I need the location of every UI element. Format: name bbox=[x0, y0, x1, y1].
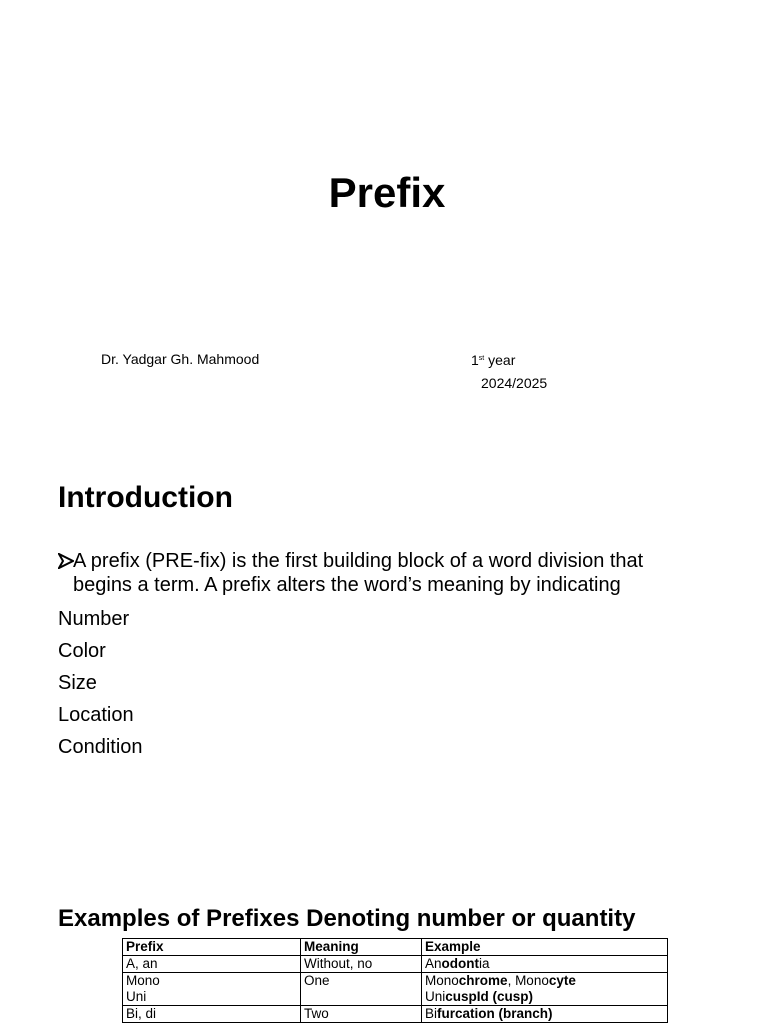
cell-meaning: Two bbox=[301, 1006, 422, 1023]
table-row bbox=[123, 1006, 668, 1023]
cell-meaning: Without, no bbox=[301, 956, 422, 973]
example-affix: An bbox=[425, 956, 442, 971]
example-root: odont bbox=[441, 956, 479, 971]
cell-prefix bbox=[123, 1006, 301, 1023]
example-line bbox=[425, 956, 664, 972]
year-ordinal: st bbox=[478, 355, 485, 362]
list-item-location: Location bbox=[58, 704, 134, 726]
column-header-meaning: Meaning bbox=[301, 939, 422, 956]
table-body bbox=[123, 956, 668, 1023]
cell-meaning: One bbox=[301, 973, 422, 1006]
prefix-table bbox=[122, 938, 668, 1023]
example-affix: , Mono bbox=[507, 973, 549, 988]
example-root: chrome bbox=[458, 973, 508, 988]
academic-year: 2024/2025 bbox=[481, 375, 548, 391]
column-header-prefix: Prefix bbox=[123, 939, 301, 956]
page-title: Prefix bbox=[328, 169, 446, 216]
example-line bbox=[425, 973, 664, 989]
author-name: Dr. Yadgar Gh. Mahmood bbox=[101, 351, 260, 367]
example-root: furcation (branch) bbox=[437, 1006, 553, 1021]
list-item-size: Size bbox=[58, 672, 97, 694]
list-item-condition: Condition bbox=[58, 736, 143, 758]
year-label bbox=[471, 350, 515, 369]
cell-example bbox=[422, 956, 668, 973]
prefix-line: Mono bbox=[126, 973, 160, 988]
example-line bbox=[425, 989, 664, 1005]
column-header-example: Example bbox=[422, 939, 668, 956]
example-affix: Uni bbox=[425, 989, 446, 1004]
prefix-line: A, an bbox=[126, 956, 158, 971]
intro-paragraph-text: A prefix (PRE-fix) is the first building block of a word division that begins a term. A prefix alters the word’s meaning by indicating bbox=[73, 550, 644, 596]
prefix-line: Bi, di bbox=[126, 1006, 157, 1021]
example-root: cuspId (cusp) bbox=[445, 989, 534, 1004]
list-item-color: Color bbox=[58, 640, 106, 662]
table-row bbox=[123, 956, 668, 973]
example-root: cyte bbox=[548, 973, 576, 988]
examples-heading: Examples of Prefixes Denoting number or quantity bbox=[58, 905, 636, 932]
example-line bbox=[425, 1006, 664, 1022]
cell-prefix bbox=[123, 956, 301, 973]
example-affix: ia bbox=[479, 956, 490, 971]
cell-prefix bbox=[123, 973, 301, 1006]
table-header-row bbox=[123, 939, 668, 956]
year-number: 1 bbox=[471, 352, 479, 368]
introduction-heading: Introduction bbox=[58, 481, 233, 514]
prefix-line: Uni bbox=[126, 989, 147, 1004]
list-item-number: Number bbox=[58, 608, 130, 630]
example-affix: Mono bbox=[425, 973, 459, 988]
year-text: year bbox=[488, 352, 516, 368]
intro-paragraph bbox=[58, 549, 698, 597]
table-row bbox=[123, 973, 668, 1006]
cell-example bbox=[422, 973, 668, 1006]
cell-example bbox=[422, 1006, 668, 1023]
example-affix: Bi bbox=[425, 1006, 438, 1021]
